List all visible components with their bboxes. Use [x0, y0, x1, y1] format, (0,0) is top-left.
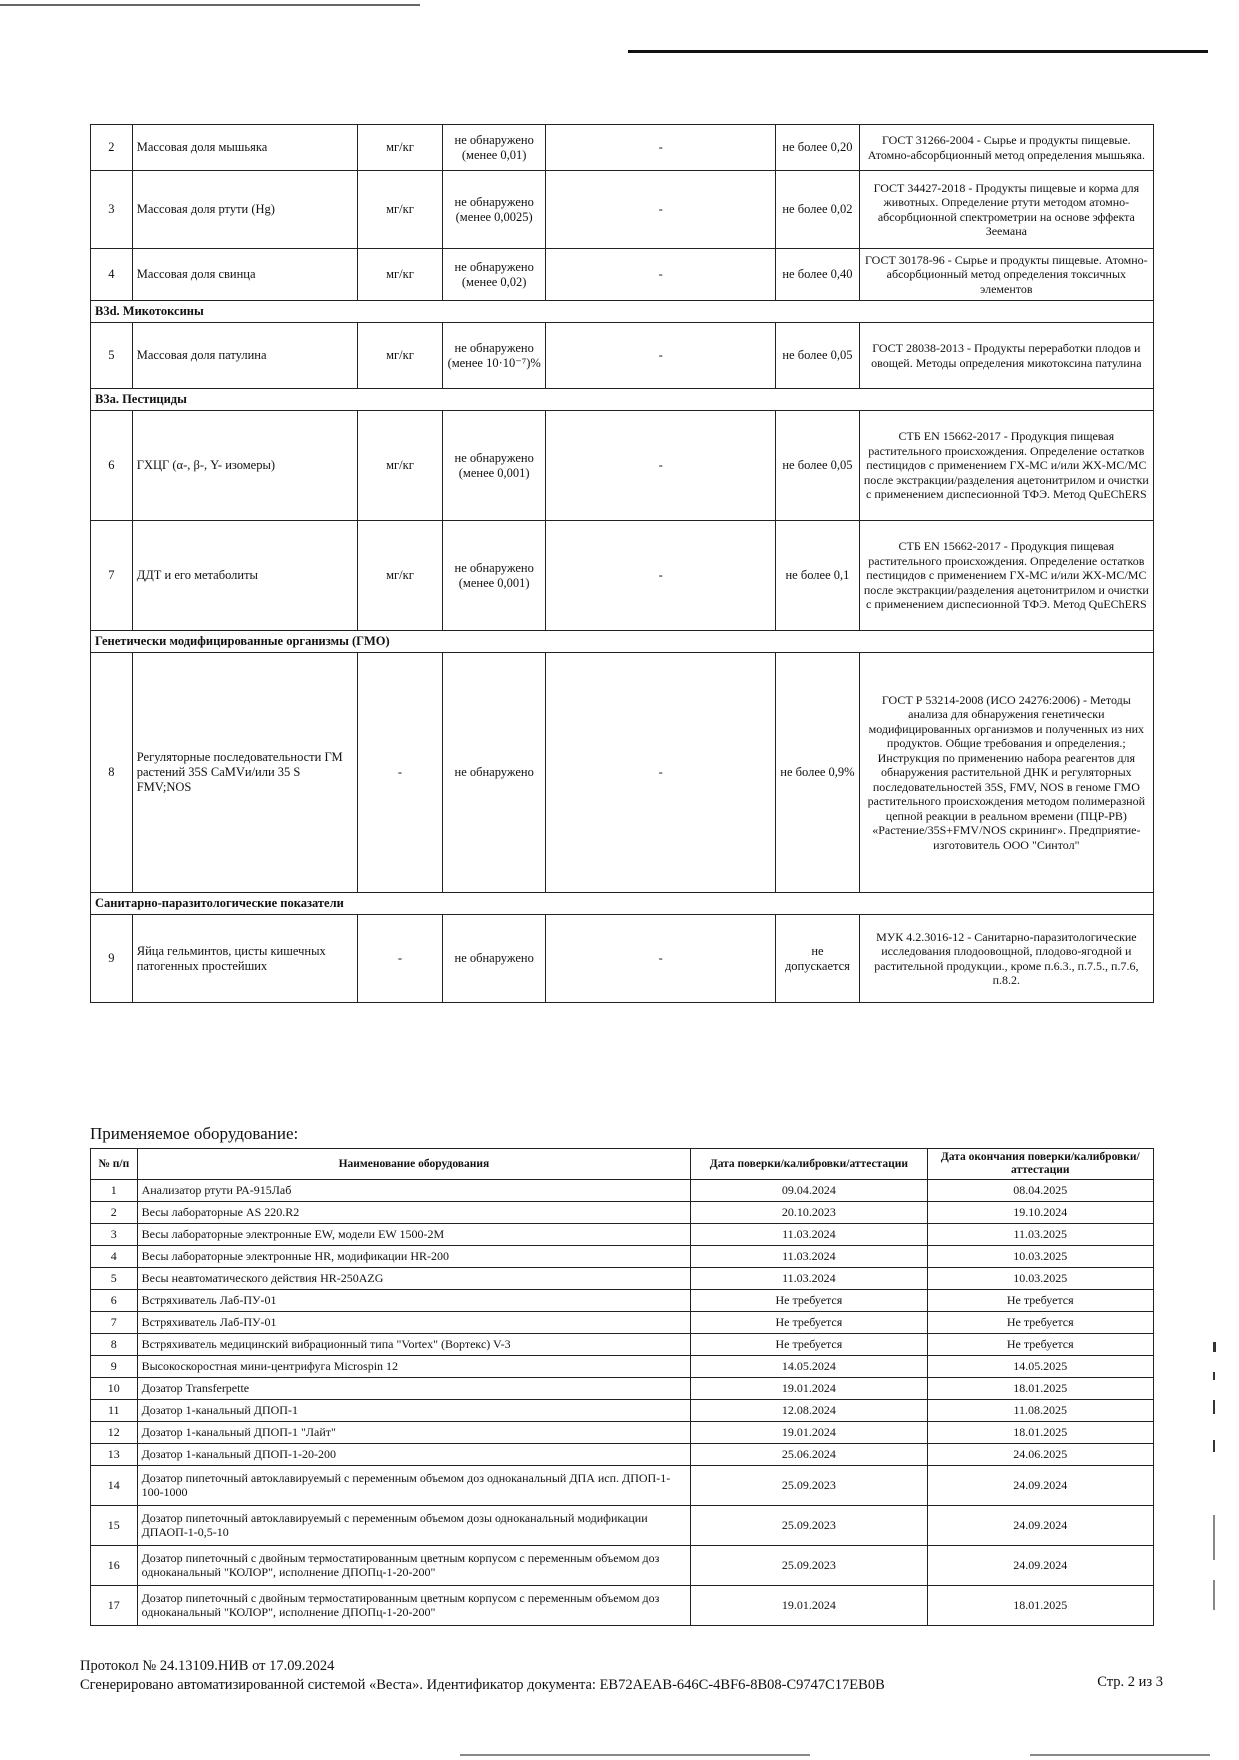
equipment-title: Применяемое оборудование:: [90, 1124, 299, 1143]
equipment-name: Дозатор 1-канальный ДПОП-1 "Лайт": [137, 1422, 691, 1444]
result-norm: не более 0,05: [776, 411, 859, 521]
equipment-date-check: 25.09.2023: [691, 1506, 927, 1546]
equipment-header-num: № п/п: [91, 1149, 138, 1180]
section-row: [91, 631, 1154, 653]
equipment-name: Анализатор ртути РА-915Лаб: [137, 1180, 691, 1202]
result-value: не обнаружено (менее 0,001): [443, 521, 546, 631]
equipment-date-expiry: 11.08.2025: [927, 1400, 1153, 1422]
equipment-num: 4: [91, 1246, 138, 1268]
equipment-date-expiry: 18.01.2025: [927, 1378, 1153, 1400]
equipment-header-row: [91, 1149, 1154, 1180]
equipment-date-expiry: 24.09.2024: [927, 1546, 1153, 1586]
scan-mark: [1213, 1515, 1215, 1560]
footer-generated: Сгенерировано автоматизированной системой «Веста». Идентификатор документа: EB72AEAB-646C-4BF6-8B08-C9747C17EB0B: [80, 1677, 885, 1693]
equipment-num: 6: [91, 1290, 138, 1312]
result-dash: -: [546, 323, 776, 389]
equipment-date-expiry: 24.09.2024: [927, 1466, 1153, 1506]
scan-mark: [1213, 1400, 1215, 1414]
equipment-name: Дозатор 1-канальный ДПОП-1: [137, 1400, 691, 1422]
equipment-date-expiry: 10.03.2025: [927, 1246, 1153, 1268]
result-row: [91, 323, 1154, 389]
section-gmo: Генетически модифицированные организмы (ГМО): [91, 631, 1154, 653]
equipment-name: Весы лабораторные электронные HR, модификации HR-200: [137, 1246, 691, 1268]
equipment-date-check: 19.01.2024: [691, 1586, 927, 1626]
equipment-row: [91, 1334, 1154, 1356]
equipment-row: [91, 1586, 1154, 1626]
equipment-date-check: 25.09.2023: [691, 1546, 927, 1586]
equipment-date-check: Не требуется: [691, 1312, 927, 1334]
equipment-name: Высокоскоростная мини-центрифуга Microspin 12: [137, 1356, 691, 1378]
equipment-name: Дозатор 1-канальный ДПОП-1-20-200: [137, 1444, 691, 1466]
result-unit: -: [357, 653, 443, 893]
result-row: [91, 249, 1154, 301]
equipment-row: [91, 1224, 1154, 1246]
equipment-name: Дозатор Transferpette: [137, 1378, 691, 1400]
equipment-date-expiry: 08.04.2025: [927, 1180, 1153, 1202]
equipment-date-expiry: Не требуется: [927, 1312, 1153, 1334]
equipment-num: 3: [91, 1224, 138, 1246]
section-row: [91, 301, 1154, 323]
result-row: [91, 125, 1154, 171]
result-indicator: Регуляторные последовательности ГМ растений 35S CaMVи/или 35 S FMV;NOS: [132, 653, 357, 893]
result-method: ГОСТ 30178-96 - Сырье и продукты пищевые. Атомно-абсорбционный метод определения токсичных элементов: [859, 249, 1153, 301]
scan-mark: [1213, 1580, 1215, 1610]
result-value: не обнаружено (менее 0,0025): [443, 171, 546, 249]
result-unit: мг/кг: [357, 171, 443, 249]
equipment-date-check: 12.08.2024: [691, 1400, 927, 1422]
equipment-name: Дозатор пипеточный автоклавируемый с переменным объемом доз одноканальный ДПА исп. ДПОП-1-100-1000: [137, 1466, 691, 1506]
result-indicator: ДДТ и его метаболиты: [132, 521, 357, 631]
equipment-date-expiry: Не требуется: [927, 1334, 1153, 1356]
equipment-date-expiry: 10.03.2025: [927, 1268, 1153, 1290]
equipment-date-check: 19.01.2024: [691, 1422, 927, 1444]
footer-protocol: Протокол № 24.13109.НИВ от 17.09.2024: [80, 1658, 335, 1674]
equipment-num: 15: [91, 1506, 138, 1546]
equipment-date-check: 11.03.2024: [691, 1246, 927, 1268]
bottom-scan-rule: [1030, 1754, 1210, 1756]
equipment-date-expiry: Не требуется: [927, 1290, 1153, 1312]
equipment-num: 13: [91, 1444, 138, 1466]
equipment-num: 10: [91, 1378, 138, 1400]
equipment-name: Дозатор пипеточный с двойным термостатированным цветным корпусом с переменным объемом доз одноканальный "КОЛОР", исполнение ДПОПц-1-20-200": [137, 1546, 691, 1586]
equipment-header-date2: Дата окончания поверки/калибровки/аттестации: [927, 1149, 1153, 1180]
result-indicator: Массовая доля патулина: [132, 323, 357, 389]
equipment-row: [91, 1356, 1154, 1378]
equipment-date-expiry: 11.03.2025: [927, 1224, 1153, 1246]
equipment-num: 8: [91, 1334, 138, 1356]
result-num: 3: [91, 171, 133, 249]
equipment-date-check: 25.06.2024: [691, 1444, 927, 1466]
page-number: Стр. 2 из 3: [1097, 1674, 1163, 1690]
result-dash: -: [546, 653, 776, 893]
result-num: 6: [91, 411, 133, 521]
scan-mark: [1213, 1372, 1215, 1380]
equipment-num: 16: [91, 1546, 138, 1586]
result-dash: -: [546, 249, 776, 301]
result-method: СТБ EN 15662-2017 - Продукция пищевая растительного происхождения. Определение остатков пестицидов с применением ГХ-МС и/или ЖХ-МС/МС после экстракции/разделения ацетонитрилом и очистки с применением диспесионной ТФЭ. Метод QuEChERS: [859, 521, 1153, 631]
equipment-num: 1: [91, 1180, 138, 1202]
equipment-num: 17: [91, 1586, 138, 1626]
equipment-table: [90, 1148, 1154, 1626]
equipment-num: 12: [91, 1422, 138, 1444]
result-dash: -: [546, 171, 776, 249]
equipment-num: 2: [91, 1202, 138, 1224]
result-norm: не более 0,20: [776, 125, 859, 171]
equipment-row: [91, 1290, 1154, 1312]
result-method: МУК 4.2.3016-12 - Санитарно-паразитологические исследования плодоовощной, плодово-ягодной и растительной продукции., кроме п.6.3., п.7.5., п.7.6, п.8.2.: [859, 915, 1153, 1003]
equipment-row: [91, 1268, 1154, 1290]
result-row: [91, 915, 1154, 1003]
equipment-date-check: Не требуется: [691, 1290, 927, 1312]
result-value: не обнаружено (менее 0,01): [443, 125, 546, 171]
result-indicator: Массовая доля свинца: [132, 249, 357, 301]
result-value: не обнаружено: [443, 915, 546, 1003]
bottom-scan-rule: [460, 1754, 810, 1756]
result-method: ГОСТ Р 53214-2008 (ИСО 24276:2006) - Методы анализа для обнаружения генетически модифицированных организмов и полученных из них продуктов. Общие требования и определения.; Инструкция по применению набора реагентов для обнаружения растительной ДНК и регуляторных последовательностей 35S, FMV, NOS в геноме ГМО растительного происхождения методом полимеразной цепной реакции в реальном времени (ПЦР-РВ) «Растение/35S+FMV/NOS скрининг». Предприятие-изготовитель ООО "Синтол": [859, 653, 1153, 893]
result-num: 4: [91, 249, 133, 301]
equipment-header-date1: Дата поверки/калибровки/аттестации: [691, 1149, 927, 1180]
section-pesticides: В3а. Пестициды: [91, 389, 1154, 411]
results-table: [90, 124, 1154, 1003]
result-unit: мг/кг: [357, 249, 443, 301]
result-unit: мг/кг: [357, 521, 443, 631]
result-num: 5: [91, 323, 133, 389]
equipment-date-check: 19.01.2024: [691, 1378, 927, 1400]
equipment-date-check: 20.10.2023: [691, 1202, 927, 1224]
equipment-date-expiry: 24.06.2025: [927, 1444, 1153, 1466]
result-norm: не более 0,40: [776, 249, 859, 301]
result-norm: не допускается: [776, 915, 859, 1003]
equipment-num: 11: [91, 1400, 138, 1422]
equipment-name: Дозатор пипеточный с двойным термостатированным цветным корпусом с переменным объемом доз одноканальный "КОЛОР", исполнение ДПОПц-1-20-200": [137, 1586, 691, 1626]
header-rule: [628, 50, 1208, 53]
equipment-num: 5: [91, 1268, 138, 1290]
top-scan-rule: [0, 4, 420, 6]
result-unit: мг/кг: [357, 411, 443, 521]
result-indicator: ГХЦГ (α-, β-, Y- изомеры): [132, 411, 357, 521]
result-norm: не более 0,9%: [776, 653, 859, 893]
result-num: 7: [91, 521, 133, 631]
result-num: 2: [91, 125, 133, 171]
scan-mark: [1213, 1342, 1216, 1352]
equipment-num: 14: [91, 1466, 138, 1506]
section-sanitary: Санитарно-паразитологические показатели: [91, 893, 1154, 915]
result-dash: -: [546, 521, 776, 631]
equipment-row: [91, 1422, 1154, 1444]
equipment-date-check: 09.04.2024: [691, 1180, 927, 1202]
equipment-row: [91, 1444, 1154, 1466]
equipment-date-expiry: 24.09.2024: [927, 1506, 1153, 1546]
result-indicator: Массовая доля мышьяка: [132, 125, 357, 171]
result-value: не обнаружено: [443, 653, 546, 893]
result-row: [91, 521, 1154, 631]
equipment-name: Весы лабораторные электронные EW, модели EW 1500-2M: [137, 1224, 691, 1246]
section-row: [91, 893, 1154, 915]
equipment-date-expiry: 18.01.2025: [927, 1422, 1153, 1444]
result-num: 8: [91, 653, 133, 893]
equipment-date-check: 14.05.2024: [691, 1356, 927, 1378]
result-method: ГОСТ 34427-2018 - Продукты пищевые и корма для животных. Определение ртути методом атомно-абсорбционной спектрометрии на основе эффекта Зеемана: [859, 171, 1153, 249]
equipment-row: [91, 1202, 1154, 1224]
result-norm: не более 0,02: [776, 171, 859, 249]
result-indicator: Яйца гельминтов, цисты кишечных патогенных простейших: [132, 915, 357, 1003]
scan-mark: [1213, 1440, 1215, 1452]
result-unit: мг/кг: [357, 323, 443, 389]
equipment-name: Встряхиватель медицинский вибрационный типа "Vortex" (Вортекс) V-3: [137, 1334, 691, 1356]
result-num: 9: [91, 915, 133, 1003]
equipment-row: [91, 1246, 1154, 1268]
result-norm: не более 0,05: [776, 323, 859, 389]
equipment-name: Дозатор пипеточный автоклавируемый с переменным объемом дозы одноканальный модификации ДПАОП-1-0,5-10: [137, 1506, 691, 1546]
equipment-date-check: Не требуется: [691, 1334, 927, 1356]
equipment-num: 7: [91, 1312, 138, 1334]
result-dash: -: [546, 125, 776, 171]
result-method: СТБ EN 15662-2017 - Продукция пищевая растительного происхождения. Определение остатков пестицидов с применением ГХ-МС и/или ЖХ-МС/МС после экстракции/разделения ацетонитрилом и очистки с применением диспесионной ТФЭ. Метод QuEChERS: [859, 411, 1153, 521]
equipment-date-check: 25.09.2023: [691, 1466, 927, 1506]
result-value: не обнаружено (менее 0,02): [443, 249, 546, 301]
result-method: ГОСТ 28038-2013 - Продукты переработки плодов и овощей. Методы определения микотоксина патулина: [859, 323, 1153, 389]
equipment-date-expiry: 14.05.2025: [927, 1356, 1153, 1378]
equipment-row: [91, 1466, 1154, 1506]
equipment-row: [91, 1506, 1154, 1546]
equipment-name: Встряхиватель Лаб-ПУ-01: [137, 1312, 691, 1334]
equipment-row: [91, 1378, 1154, 1400]
result-norm: не более 0,1: [776, 521, 859, 631]
equipment-header-name: Наименование оборудования: [137, 1149, 691, 1180]
equipment-date-check: 11.03.2024: [691, 1224, 927, 1246]
result-indicator: Массовая доля ртути (Hg): [132, 171, 357, 249]
equipment-row: [91, 1180, 1154, 1202]
equipment-row: [91, 1400, 1154, 1422]
result-unit: мг/кг: [357, 125, 443, 171]
result-unit: -: [357, 915, 443, 1003]
equipment-row: [91, 1546, 1154, 1586]
result-method: ГОСТ 31266-2004 - Сырье и продукты пищевые. Атомно-абсорбционный метод определения мышьяка.: [859, 125, 1153, 171]
section-mycotoxins: В3d. Микотоксины: [91, 301, 1154, 323]
equipment-name: Встряхиватель Лаб-ПУ-01: [137, 1290, 691, 1312]
equipment-name: Весы неавтоматического действия HR-250AZG: [137, 1268, 691, 1290]
equipment-date-expiry: 18.01.2025: [927, 1586, 1153, 1626]
equipment-date-check: 11.03.2024: [691, 1268, 927, 1290]
result-value: не обнаружено (менее 0,001): [443, 411, 546, 521]
equipment-date-expiry: 19.10.2024: [927, 1202, 1153, 1224]
result-row: [91, 171, 1154, 249]
result-row: [91, 653, 1154, 893]
result-row: [91, 411, 1154, 521]
result-dash: -: [546, 915, 776, 1003]
equipment-name: Весы лабораторные AS 220.R2: [137, 1202, 691, 1224]
equipment-row: [91, 1312, 1154, 1334]
result-dash: -: [546, 411, 776, 521]
result-value: не обнаружено (менее 10·10⁻⁷)%: [443, 323, 546, 389]
equipment-num: 9: [91, 1356, 138, 1378]
section-row: [91, 389, 1154, 411]
